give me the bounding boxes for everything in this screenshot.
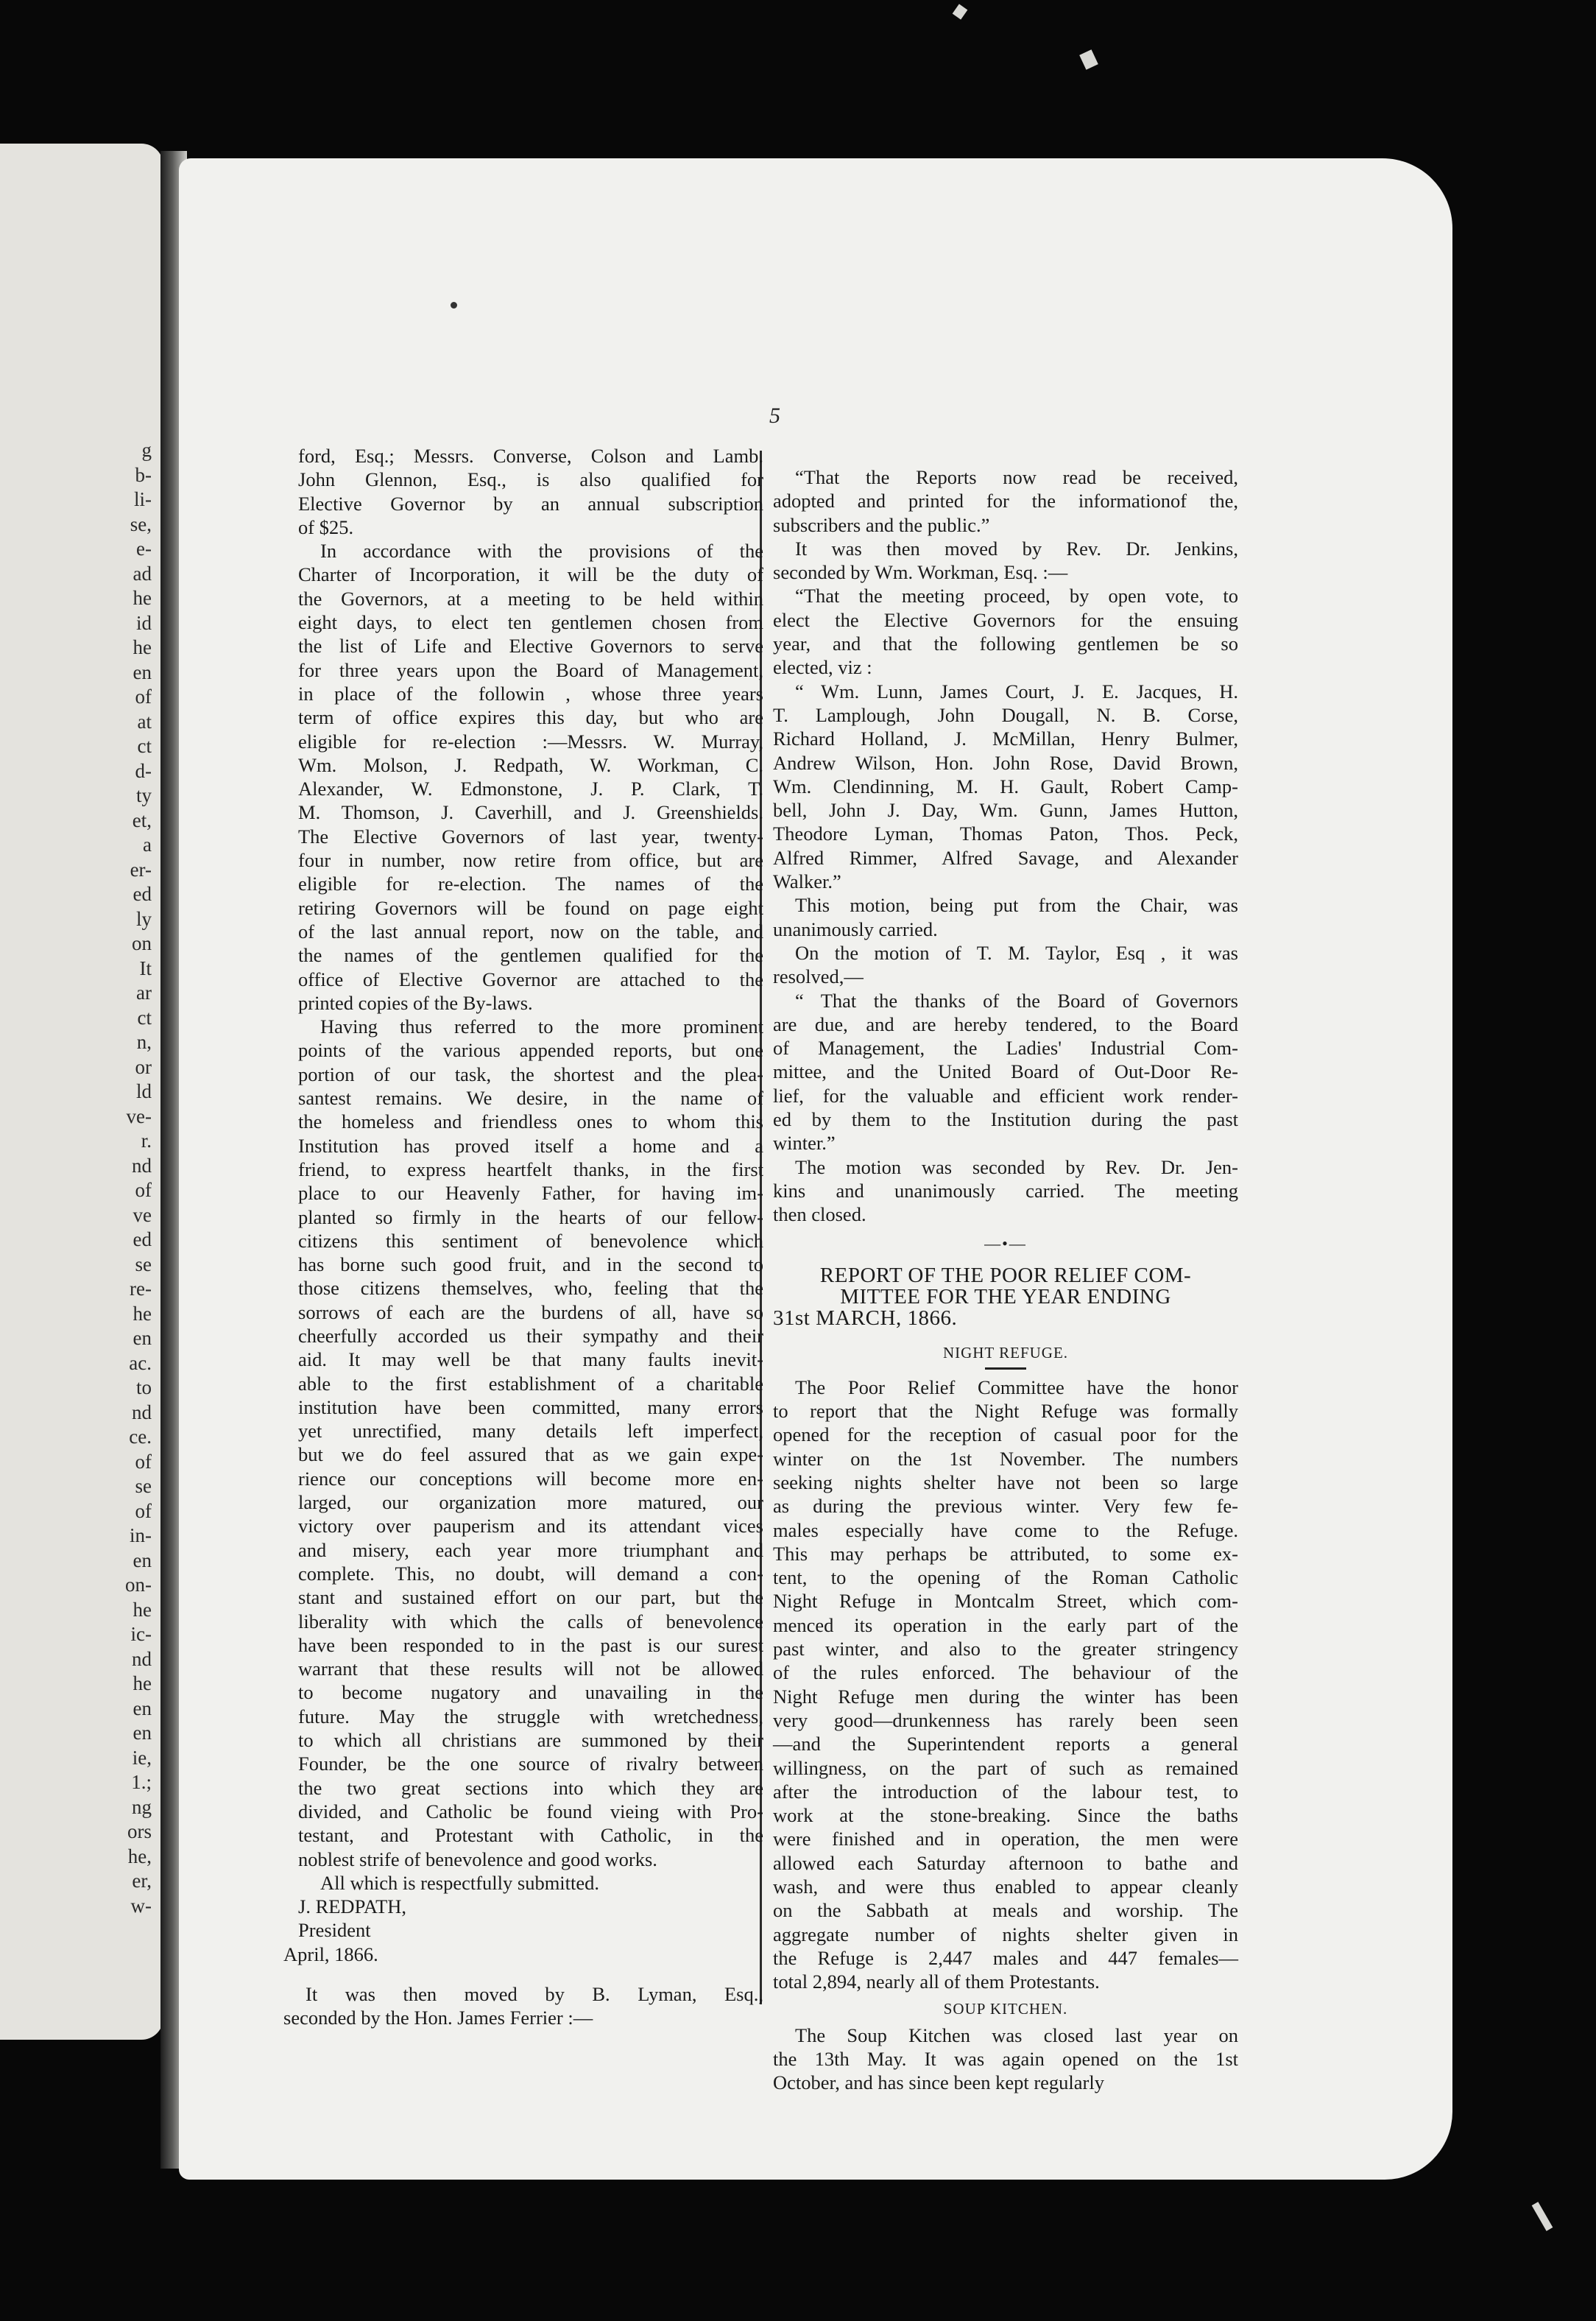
text-line: has borne such good fruit, and in the second to: [298, 1253, 763, 1276]
left-page-fragment: e-: [136, 538, 152, 560]
text-line: rience our conceptions will become more en-: [298, 1467, 763, 1490]
text-line: The Elective Governors of last year, twenty-: [298, 825, 763, 848]
left-page-fragment: nd: [132, 1154, 152, 1177]
left-page-fragment: at: [137, 710, 152, 733]
text-line: able to the first establishment of a charitable: [298, 1372, 763, 1395]
heading-rule: [985, 1367, 1026, 1370]
paragraph-lyman-motion: [283, 1982, 763, 2030]
left-page-fragment: d-: [135, 759, 152, 782]
text-line: the 13th May. It was again opened on the 1st: [773, 2048, 1238, 2071]
text-line: Alfred Rimmer, Alfred Savage, and Alexander: [773, 846, 1238, 869]
paper-speck: [1079, 49, 1098, 70]
text-line: opened for the reception of casual poor for the: [773, 1423, 1238, 1446]
left-page-fragment: re-: [130, 1278, 152, 1300]
text-line: after the introduction of the labour test, to: [773, 1780, 1238, 1803]
text-line: of the rules enforced. The behaviour of the: [773, 1661, 1238, 1684]
text-line: noblest strife of benevolence and good works.: [298, 1848, 657, 1870]
text-line: term of office expires this day, but who are: [298, 706, 763, 729]
text-line: to which all christians are summoned by their: [298, 1729, 763, 1752]
text-line: unanimously carried.: [773, 918, 938, 940]
left-page-fragment: se: [135, 1475, 152, 1497]
left-page-fragment: of: [135, 1179, 152, 1201]
report-heading: [773, 1265, 1238, 1329]
left-page-fragment: ve-: [126, 1105, 152, 1127]
left-page-fragment: he: [133, 1302, 152, 1325]
ink-dot: [451, 302, 457, 309]
left-page-fragment: of: [135, 1499, 152, 1522]
text-line: willingness, on the part of such as remained: [773, 1756, 1238, 1779]
text-line: retiring Governors will be found on page eight: [298, 896, 763, 919]
quote-thanks: [773, 989, 1238, 1155]
left-page-fragment: en: [133, 1697, 152, 1719]
text-line: work at the stone-breaking. Since the baths: [773, 1804, 1238, 1827]
text-line: Wm. Molson, J. Redpath, W. Workman, C.: [298, 753, 763, 776]
text-line: It was then moved by Rev. Dr. Jenkins,: [795, 537, 1238, 560]
left-page-fragment: a: [143, 834, 152, 856]
left-page-fragment: 1.;: [131, 1771, 152, 1793]
text-line: elect the Elective Governors for the ensuing: [773, 608, 1238, 631]
text-line: —and the Superintendent reports a general: [773, 1733, 1238, 1755]
left-facing-page: [0, 144, 163, 2040]
left-page-fragment: he,: [127, 1845, 152, 1867]
paragraph-closing-thanks: [298, 1015, 763, 1871]
text-line: office of Elective Governor are attached to the: [298, 968, 763, 990]
text-line: aid. It may well be that many faults inevit-: [298, 1348, 763, 1371]
text-line: bell, John J. Day, Wm. Gunn, James Hutton,: [773, 799, 1238, 822]
text-line: and misery, each year more triumphant and: [298, 1538, 763, 1561]
paragraph-night-refuge: [773, 1376, 1238, 1994]
left-page-fragment: en: [133, 1549, 152, 1571]
page-number: 5: [769, 404, 780, 428]
text-line: of the last annual report, now on the table, and: [298, 920, 763, 943]
text-line: to become nugatory and unavailing in the: [298, 1681, 763, 1704]
text-line: aggregate number of nights shelter given in: [773, 1923, 1238, 1945]
text-line: are due, and are hereby tendered, to the Board: [773, 1012, 1238, 1035]
left-page-fragment: li-: [134, 488, 152, 510]
text-line: Richard Holland, J. McMillan, Henry Bulmer,: [773, 728, 1238, 750]
left-page-fragment: on-: [125, 1574, 152, 1596]
text-line: the Governors, at a meeting to be held within: [298, 587, 763, 610]
text-line: then closed.: [773, 1203, 866, 1226]
left-page-fragment: ad: [133, 562, 152, 585]
text-line: were finished and in operation, the men were: [773, 1828, 1238, 1850]
text-line: sorrows of each are the burdens of all, have so: [298, 1300, 763, 1323]
text-line: “That the Reports now read be received,: [795, 466, 1238, 488]
text-line: On the motion of T. M. Taylor, Esq , it was: [795, 941, 1238, 964]
text-line: complete. This, no doubt, will demand a con-: [298, 1562, 763, 1585]
text-line: testant, and Protestant with Catholic, in the: [298, 1824, 763, 1847]
left-page-fragment: of: [135, 1450, 152, 1473]
text-line: This may perhaps be attributed, to some ex-: [773, 1542, 1238, 1565]
text-line: the list of Life and Elective Governors to serve: [298, 635, 763, 658]
left-page-fragment: It: [139, 957, 152, 979]
text-line: MITTEE FOR THE YEAR ENDING: [840, 1284, 1171, 1309]
left-page-fragment: ed: [133, 883, 152, 905]
left-page-fragment: er,: [132, 1870, 152, 1892]
paper-speck: [1532, 2202, 1553, 2231]
text-line: yet unrectified, many details left imperfect,: [298, 1420, 763, 1443]
text-line: Elective Governor by an annual subscription: [298, 492, 763, 515]
text-line: kins and unanimously carried. The meeting: [773, 1179, 1238, 1202]
text-line: lief, for the valuable and efficient work render-: [773, 1084, 1238, 1107]
text-line: total 2,894, nearly all of them Protestants.: [773, 1970, 1100, 1993]
paragraph-elective-governor: [298, 444, 763, 539]
text-line: seconded by Wm. Workman, Esq. :—: [773, 561, 1068, 584]
paragraph-jenkins-motion: [773, 537, 1238, 585]
text-line: Night Refuge in Montcalm Street, which com-: [773, 1590, 1238, 1613]
text-line: of Management, the Ladies' Industrial Com-: [773, 1037, 1238, 1060]
left-page-fragment: ct: [137, 735, 152, 757]
text-line: to report that the Night Refuge was formally: [773, 1400, 1238, 1423]
text-line: institution have been committed, many errors: [298, 1395, 763, 1418]
night-refuge-heading: NIGHT REFUGE.: [942, 1343, 1069, 1362]
left-page-fragment: ly: [135, 907, 152, 930]
left-page-fragment: ie,: [132, 1746, 152, 1769]
text-line: It was then moved by B. Lyman, Esq.,: [306, 1983, 763, 2005]
left-page-fragment: ac.: [129, 1351, 152, 1374]
left-page-fragment: nd: [132, 1401, 152, 1423]
text-line: larged, our organization more matured, our: [298, 1491, 763, 1514]
text-line: eligible for re-election :—Messrs. W. Murray,: [298, 730, 763, 753]
left-page-fragment: w-: [130, 1894, 152, 1917]
text-line: as during the previous winter. Very few fe-: [773, 1495, 1238, 1518]
left-page-fragment: en: [133, 661, 152, 683]
left-page-fragment: ors: [127, 1820, 152, 1842]
text-line: liberality with which the calls of benevolence: [298, 1610, 763, 1633]
left-page-fragment: ld: [135, 1080, 152, 1102]
text-line: Charter of Incorporation, it will be the duty of: [298, 563, 763, 586]
paragraph-motion-carried: [773, 893, 1238, 941]
text-line: the names of the gentlemen qualified for the: [298, 944, 763, 967]
list-elected-gentlemen: [773, 680, 1238, 894]
text-line: John Glennon, Esq., is also qualified for: [298, 468, 763, 491]
text-line: cheerfully accorded us their sympathy and their: [298, 1324, 763, 1347]
text-line: “That the meeting proceed, by open vote, to: [795, 585, 1238, 607]
text-line: T. Lamplough, John Dougall, N. B. Corse,: [773, 703, 1238, 726]
text-line: eligible for re-election. The names of the: [298, 873, 763, 895]
left-page-fragment: to: [135, 1376, 152, 1398]
text-line: those citizens themselves, who, feeling that the: [298, 1277, 763, 1300]
text-line: for three years upon the Board of Management,: [298, 658, 763, 681]
left-page-fragment: of: [135, 686, 152, 708]
text-line: allowed each Saturday afternoon to bathe and: [773, 1851, 1238, 1874]
left-page-fragment: r.: [141, 1130, 152, 1152]
text-line: of $25.: [298, 515, 354, 538]
text-line: stant and sustained effort on our part, but the: [298, 1586, 763, 1609]
left-column: [283, 444, 763, 2030]
left-page-fragment: ty: [135, 784, 152, 806]
text-line: points of the various appended reports, but one: [298, 1039, 763, 1062]
right-column: [773, 465, 1238, 2095]
left-page-fragment: he: [133, 1672, 152, 1694]
text-line: seconded by the Hon. James Ferrier :—: [283, 2007, 593, 2029]
text-line: “ That the thanks of the Board of Governors: [795, 989, 1238, 1012]
text-line: This motion, being put from the Chair, was: [795, 894, 1238, 917]
left-page-fragment: ve: [133, 1203, 152, 1226]
text-line: menced its operation in the early part of the: [773, 1613, 1238, 1636]
paragraph-election-duty: [298, 539, 763, 1015]
section-ornament: —•—: [984, 1233, 1027, 1253]
left-page-fragment: b-: [135, 463, 152, 486]
paragraph-meeting-closed: [773, 1155, 1238, 1227]
signature-title: President: [298, 1919, 371, 1942]
text-line: friend, to express heartfelt thanks, in the first: [298, 1158, 763, 1180]
paper-speck: [953, 4, 968, 19]
text-line: elected, viz :: [773, 656, 872, 679]
text-line: The Soup Kitchen was closed last year on: [795, 2024, 1238, 2046]
text-line: in place of the followin , whose three years: [298, 682, 763, 705]
soup-kitchen-heading: SOUP KITCHEN.: [943, 1999, 1068, 2018]
left-page-fragment: he: [133, 587, 152, 609]
text-line: four in number, now retire from office, but are: [298, 849, 763, 872]
text-line: adopted and printed for the informationof the,: [773, 490, 1238, 513]
paragraph-taylor-motion: [773, 941, 1238, 989]
text-line: warrant that these results will not be allowed: [298, 1658, 763, 1680]
text-line: planted so firmly in the hearts of our fellow-: [298, 1205, 763, 1228]
report-date: April, 1866.: [283, 1943, 378, 1965]
text-line: males especially have come to the Refuge.: [773, 1518, 1238, 1541]
paragraph-soup-kitchen: [773, 2024, 1238, 2095]
left-page-fragment: ar: [136, 982, 152, 1004]
text-line: eight days, to elect ten gentlemen chosen from: [298, 611, 763, 634]
text-line: Having thus referred to the more prominent: [320, 1015, 763, 1038]
left-page-fragment: en: [133, 1722, 152, 1744]
text-line: citizens this sentiment of benevolence which: [298, 1229, 763, 1252]
left-page-fragment: et,: [132, 809, 152, 831]
left-page-fragment: he: [133, 1598, 152, 1621]
text-line: Night Refuge men during the winter has been: [773, 1685, 1238, 1708]
text-line: 31st MARCH, 1866.: [773, 1306, 958, 1330]
left-page-text-fragments: [0, 144, 163, 2040]
text-line: Andrew Wilson, Hon. John Rose, David Brown,: [773, 751, 1238, 774]
text-line: the two great sections into which they are: [298, 1776, 763, 1799]
left-page-fragment: or: [135, 1055, 152, 1078]
text-line: divided, and Catholic be found vieing with Pro-: [298, 1800, 763, 1822]
text-line: past winter, and also to the greater stringency: [773, 1638, 1238, 1660]
text-line: year, and that the following gentlemen be so: [773, 633, 1238, 655]
left-page-fragment: er-: [130, 858, 152, 881]
text-line: In accordance with the provisions of the: [320, 540, 763, 563]
text-line: The Poor Relief Committee have the honor: [795, 1376, 1238, 1398]
text-line: resolved,—: [773, 965, 864, 988]
quote-reports-received: [773, 465, 1238, 537]
text-line: winter on the 1st November. The numbers: [773, 1447, 1238, 1470]
left-page-fragment: en: [133, 1327, 152, 1349]
text-line: ford, Esq.; Messrs. Converse, Colson and Lamb.: [298, 445, 763, 467]
text-line: but we do feel assured that as we gain expe-: [298, 1443, 763, 1466]
text-line: Walker.”: [773, 870, 841, 893]
text-line: Theodore Lyman, Thomas Paton, Thos. Peck,: [773, 823, 1238, 845]
text-line: victory over pauperism and its attendant vices: [298, 1515, 763, 1538]
left-page-fragment: ct: [137, 1006, 152, 1029]
left-page-fragment: he: [133, 636, 152, 658]
text-line: ed by them to the Institution during the past: [773, 1108, 1238, 1131]
left-page-fragment: ed: [133, 1228, 152, 1250]
text-line: tent, to the opening of the Roman Catholic: [773, 1566, 1238, 1589]
text-line: printed copies of the By-laws.: [298, 991, 533, 1014]
left-page-fragment: ng: [132, 1795, 152, 1818]
text-line: M. Thomson, J. Caverhill, and J. Greenshields.: [298, 801, 763, 824]
text-line: The motion was seconded by Rev. Dr. Jen-: [795, 1155, 1238, 1178]
left-page-fragment: in-: [130, 1524, 152, 1546]
left-page-fragment: n,: [136, 1031, 152, 1053]
text-line: the homeless and friendless ones to whom this: [298, 1110, 763, 1133]
text-line: on the Sabbath at meals and worship. The: [773, 1899, 1238, 1922]
left-page-fragment: ic-: [130, 1623, 152, 1645]
left-page-fragment: nd: [132, 1647, 152, 1670]
signature-name: J. REDPATH,: [298, 1895, 407, 1918]
left-page-fragment: se,: [130, 513, 152, 535]
text-line: Alexander, W. Edmonstone, J. P. Clark, T.: [298, 778, 763, 800]
left-page-fragment: id: [135, 611, 152, 634]
left-page-fragment: on: [132, 932, 152, 954]
text-line: Institution has proved itself a home and a: [298, 1134, 763, 1157]
text-line: REPORT OF THE POOR RELIEF COM-: [819, 1263, 1192, 1287]
left-page-fragment: ce.: [129, 1426, 152, 1448]
text-line: santest remains. We desire, in the name of: [298, 1087, 763, 1110]
text-line: seeking nights shelter have not been so large: [773, 1471, 1238, 1493]
text-line: mittee, and the United Board of Out-Door Re-: [773, 1060, 1238, 1083]
text-line: October, and has since been kept regularly: [773, 2071, 1104, 2094]
text-line: portion of our task, the shortest and the plea-: [298, 1063, 763, 1085]
text-line: Founder, be the one source of rivalry between: [298, 1753, 763, 1775]
text-line: the Refuge is 2,447 males and 447 females—: [773, 1946, 1238, 1969]
text-line: winter.”: [773, 1132, 836, 1155]
text-line: future. May the struggle with wretchedness,: [298, 1705, 763, 1727]
left-page-fragment: g: [141, 439, 152, 461]
text-line: Wm. Clendinning, M. H. Gault, Robert Camp-: [773, 775, 1238, 797]
text-line: have been responded to in the past is our surest: [298, 1633, 763, 1656]
text-line: wash, and were thus enabled to appear cleanly: [773, 1876, 1238, 1898]
quote-elect-governors: [773, 584, 1238, 679]
text-line: very good—drunkenness has rarely been seen: [773, 1708, 1238, 1731]
text-line: place to our Heavenly Father, for having im-: [298, 1182, 763, 1205]
text-line: subscribers and the public.”: [773, 513, 990, 536]
left-page-fragment: se: [135, 1253, 152, 1275]
text-line: “ Wm. Lunn, James Court, J. E. Jacques, H.: [795, 680, 1238, 702]
closing-line: All which is respectfully submitted.: [320, 1871, 600, 1894]
